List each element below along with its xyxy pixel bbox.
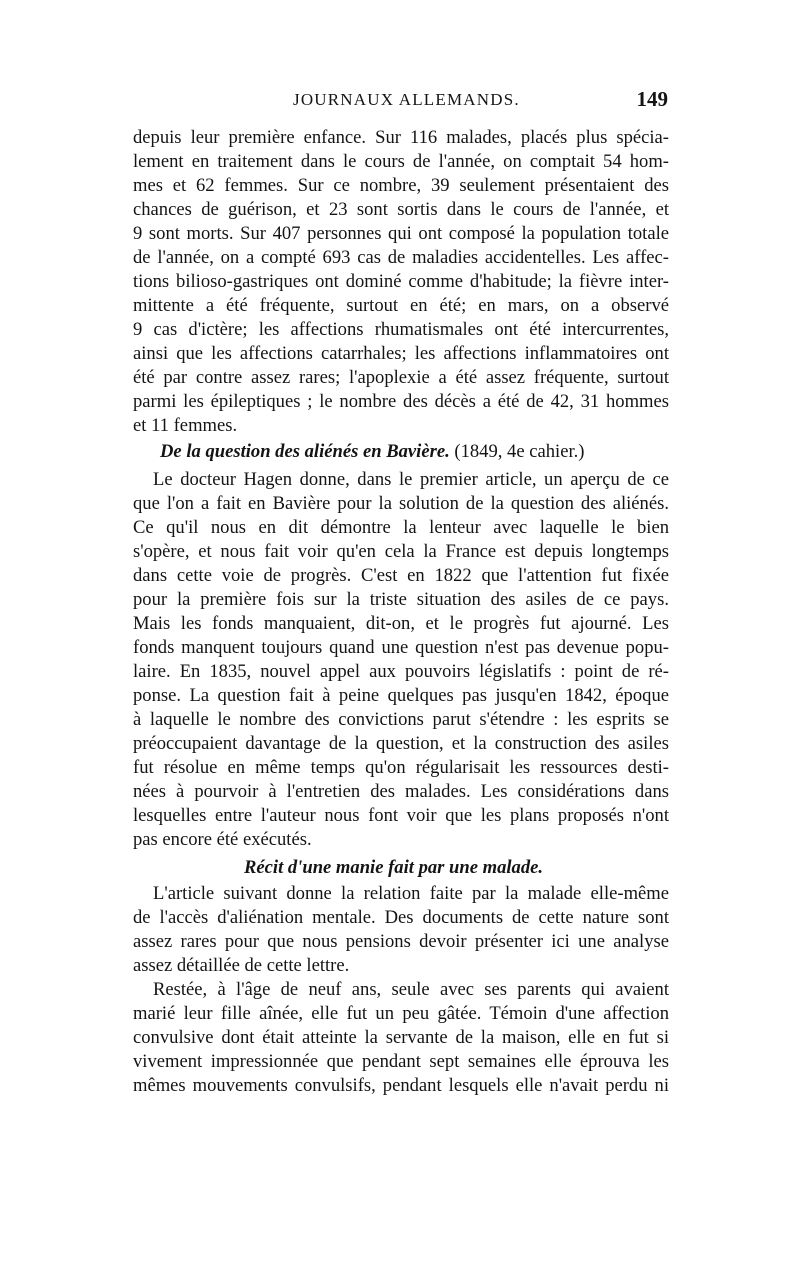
page-header <box>133 87 668 120</box>
text-line: que l'on a fait en Bavière pour la solution de la question des aliénés. <box>133 493 669 514</box>
text-line: parmi les épileptiques ; le nombre des décès a été de 42, 31 hommes <box>133 391 669 412</box>
section-heading-manie <box>244 856 543 880</box>
page-number: 149 <box>636 87 668 111</box>
section-heading-title: Récit d'une manie fait par une malade. <box>244 857 544 878</box>
text-line: préoccupaient davantage de la question, et la construction des asiles <box>133 733 669 754</box>
text-line: marié leur fille aînée, elle fut un peu gâtée. Témoin d'une affection <box>133 1003 669 1024</box>
text-line: Le docteur Hagen donne, dans le premier article, un aperçu de ce <box>153 469 669 490</box>
text-line: mêmes mouvements convulsifs, pendant lesquels elle n'avait perdu ni <box>133 1075 669 1096</box>
section-heading-title: De la question des aliénés en Bavière. <box>160 441 450 462</box>
text-line: s'opère, et nous fait voir qu'en cela la France est depuis longtemps <box>133 541 669 562</box>
text-line: 9 sont morts. Sur 407 personnes qui ont composé la population totale <box>133 223 669 244</box>
text-line: assez rares pour que nous pensions devoir présenter ici une analyse <box>133 931 669 952</box>
text-line: à laquelle le nombre des convictions parut s'étendre : les esprits se <box>133 709 669 730</box>
text-line: de l'année, on a compté 693 cas de maladies accidentelles. Les affec- <box>133 247 669 268</box>
text-line: chances de guérison, et 23 sont sortis dans le cours de l'année, et <box>133 199 669 220</box>
text-line: été par contre assez rares; l'apoplexie a été assez fréquente, surtout <box>133 367 669 388</box>
text-line: Restée, à l'âge de neuf ans, seule avec ses parents qui avaient <box>153 979 669 1000</box>
text-line: Mais les fonds manquaient, dit-on, et le progrès fut ajourné. Les <box>133 613 669 634</box>
section-heading-reference: (1849, 4e cahier.) <box>449 441 585 462</box>
text-line: fut résolue en même temps qu'on régularisait les ressources desti- <box>133 757 669 778</box>
text-line: convulsive dont était atteinte la servante de la maison, elle en fut si <box>133 1027 669 1048</box>
text-line: laire. En 1835, nouvel appel aux pouvoirs législatifs : point de ré- <box>133 661 669 682</box>
text-line: mes et 62 femmes. Sur ce nombre, 39 seulement présentaient des <box>133 175 669 196</box>
text-line: mittente a été fréquente, surtout en été; en mars, on a observé <box>133 295 669 316</box>
running-title: JOURNAUX ALLEMANDS. <box>293 90 520 109</box>
text-line: pour la première fois sur la triste situation des asiles de ce pays. <box>133 589 669 610</box>
text-line: assez détaillée de cette lettre. <box>133 955 350 976</box>
text-line: lesquelles entre l'auteur nous font voir que les plans proposés n'ont <box>133 805 669 826</box>
text-line: vivement impressionnée que pendant sept semaines elle éprouva les <box>133 1051 669 1072</box>
text-line: tions bilioso-gastriques ont dominé comme d'habitude; la fièvre inter- <box>133 271 669 292</box>
text-line: 9 cas d'ictère; les affections rhumatismales ont été intercurrentes, <box>133 319 669 340</box>
text-line: ainsi que les affections catarrhales; les affections inflammatoires ont <box>133 343 669 364</box>
text-line: Ce qu'il nous en dit démontre la lenteur avec laquelle le bien <box>133 517 669 538</box>
text-line: fonds manquent toujours quand une question n'est pas devenue popu- <box>133 637 669 658</box>
section-heading-bavaria <box>160 440 584 464</box>
text-line: L'article suivant donne la relation faite par la malade elle-même <box>153 883 669 904</box>
text-line: pas encore été exécutés. <box>133 829 312 850</box>
text-line: ponse. La question fait à peine quelques pas jusqu'en 1842, époque <box>133 685 669 706</box>
text-line: lement en traitement dans le cours de l'année, on comptait 54 hom- <box>133 151 669 172</box>
text-line: dans cette voie de progrès. C'est en 1822 que l'attention fut fixée <box>133 565 669 586</box>
text-line: de l'accès d'aliénation mentale. Des documents de cette nature sont <box>133 907 669 928</box>
text-line: nées à pourvoir à l'entretien des malades. Les considérations dans <box>133 781 669 802</box>
text-line: depuis leur première enfance. Sur 116 malades, placés plus spécia- <box>133 127 669 148</box>
text-line: et 11 femmes. <box>133 415 238 436</box>
